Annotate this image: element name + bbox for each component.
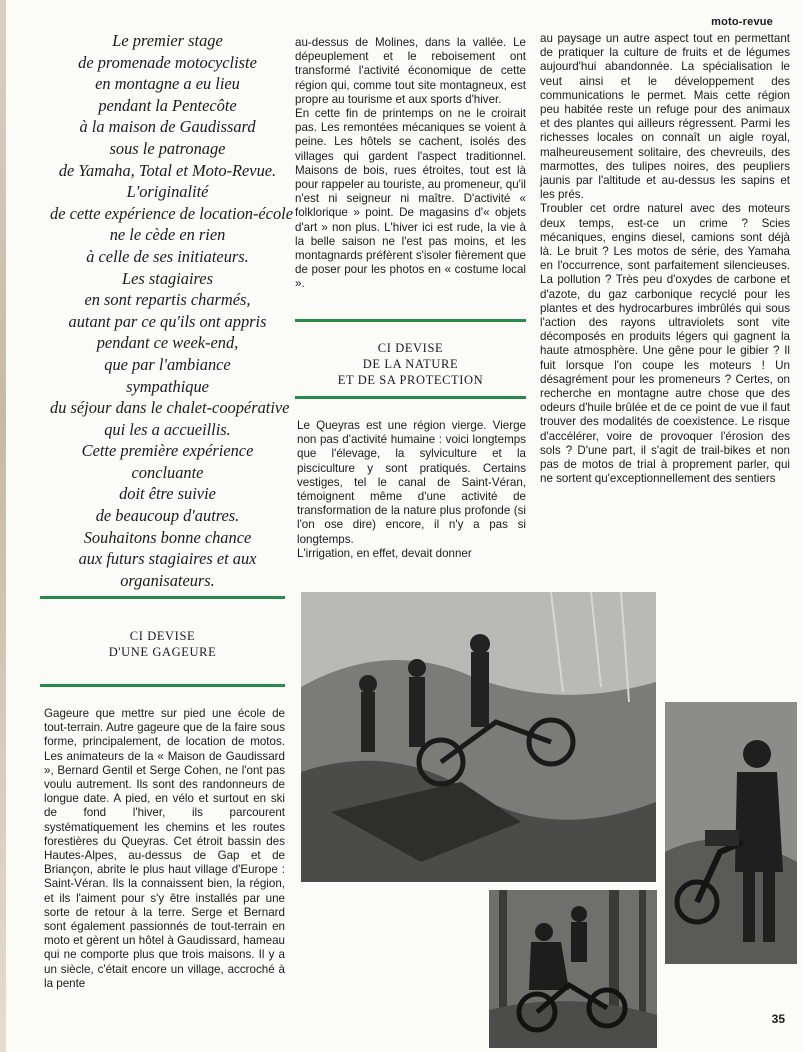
middle-column-top — [295, 36, 526, 292]
paragraph: au-dessus de Molines, dans la vallée. Le dépeuplement et le reboisement ont transformé l'activité économique de cette région qui, comme tout site montagneux, est propre au tourisme et aux sports d'hiver. — [295, 36, 526, 106]
intro-line: sous le patronage — [109, 138, 226, 158]
paragraph: En cette fin de printemps on ne le croirait pas. Les remontées mécaniques se voient à peine. Les hôtels se cachent, isolés des villages qui gardent l'aspect traditionnel. Maisons de bois, rues étroites, tout est là pour rappeler au touriste, au promeneur, qu'il n'est ni seigneur ni maître. D'activité « folklorique » point. De magasins d'« objets d'art » non plus. L'hiver ici est rude, la vie à la belle saison ne l'est pas moins, et les montagnards préfèrent s'isoler fièrement que de poser pour les photos en « costume local ». — [295, 107, 527, 291]
intro-line: à la maison de Gaudissard — [79, 117, 256, 137]
right-column — [540, 32, 790, 487]
section-title-nature — [295, 340, 526, 388]
intro-italic-block — [50, 30, 293, 591]
intro-line: de promenade motocycliste — [78, 52, 257, 72]
intro-line: du séjour dans le chalet-coopérative — [50, 398, 290, 418]
intro-line: qui les a accueillis. — [104, 419, 231, 439]
photo-riders-on-rocks — [301, 592, 656, 882]
intro-line: L'originalité — [126, 182, 209, 202]
intro-line: Cette première expérience — [81, 441, 254, 461]
photo-rider-in-forest — [489, 890, 657, 1048]
photo-woman-with-motorcycle — [665, 702, 797, 964]
section-title-line: ET DE SA PROTECTION — [337, 373, 484, 387]
intro-line: doit être suivie — [119, 484, 216, 504]
intro-line: Souhaitons bonne chance — [83, 527, 252, 547]
photo-riders-placeholder — [301, 592, 656, 882]
intro-line: à celle de ses initiateurs. — [86, 246, 249, 266]
section-title-line: DE LA NATURE — [362, 357, 459, 371]
intro-line: Le premier stage — [112, 31, 223, 50]
intro-line: ne le cède en rien — [109, 225, 226, 245]
section-title-line: D'UNE GAGEURE — [108, 645, 217, 659]
intro-line: organisateurs. — [120, 570, 215, 590]
section-title-line: CI DEVISE — [377, 341, 444, 355]
intro-line: autant par ce qu'ils ont appris — [68, 311, 267, 331]
intro-line: de cette expérience de location-école — [50, 203, 293, 223]
magazine-header: moto-revue — [711, 16, 773, 28]
section-rule-top — [40, 596, 285, 599]
section-title-gageure — [40, 628, 285, 660]
intro-line: concluante — [131, 462, 204, 482]
paragraph: Troubler cet ordre naturel avec des moteurs deux temps, est-ce un crime ? Scies mécaniques, engins diesel, camions sont déjà là. Le bruit ? Les motos de série, des Yamaha en l'occurrence, sont parfaitement silencieuses. La pollution ? Très peu d'oxydes de carbone et d'azote, du gaz carbonique recyclé pour les plantes et des hydrocarbures imbrûlés qui sous l'action des rayons ultraviolets sont vite décomposés en produits légers qui gagnent la haute atmosphère. Une gêne pour le gibier ? Il fuit lorsque l'on coupe les moteurs ! Un désagrément pour les promeneurs ? Certes, on recherche en montagne autre chose que des odeurs d'huile brûlée et de ce point de vue il faut trouver des modalités de coexistence. Le risque d'accélérer, voire de provoquer l'érosion des sols ? D'une part, il s'agit de trail-bikes et non pas de motos de trial à proprement parler, qui ne sortent qu'exceptionnellement des sentiers — [540, 202, 790, 486]
intro-line: en montagne a eu lieu — [95, 74, 240, 94]
section-rule-bottom — [295, 396, 526, 399]
photo-forest-placeholder — [489, 890, 657, 1048]
intro-line: aux futurs stagiaires et aux — [78, 549, 257, 569]
paragraph: au paysage un autre aspect tout en permettant de pratiquer la culture de fruits et de légumes aujourd'hui abandonnée. La spécialisation le veut ainsi et le développement des communications le permet. Mais cette région peu habitée reste un refuge pour des animaux et des plantes qui ailleurs régressent. Parmi les richesses locales on connaît un aigle royal, malheureusement solitaire, des chevreuils, des marmottes, des tulipes noires, des peupliers jaunis par l'altitude et au-dessus les sapins et les prés. — [540, 32, 790, 202]
intro-line: sympathique — [126, 376, 209, 396]
intro-line: pendant ce week-end, — [96, 333, 239, 353]
intro-line: en sont repartis charmés, — [84, 290, 251, 310]
intro-line: pendant la Pentecôte — [98, 95, 237, 115]
intro-line: que par l'ambiance — [104, 354, 231, 374]
intro-line: de Yamaha, Total et Moto-Revue. — [58, 160, 277, 180]
intro-line: de beaucoup d'autres. — [95, 506, 240, 526]
nature-body — [297, 419, 526, 561]
paragraph: L'irrigation, en effet, devait donner — [297, 546, 472, 560]
section-rule-bottom — [40, 684, 285, 687]
section-rule-top — [295, 319, 526, 322]
gageure-body: Gageure que mettre sur pied une école de tout-terrain. Autre gageure que de la faire sous forme, principalement, de location de motos. Les animateurs de la « Maison de Gaudissard », Bernard Gentil et Serge Cohen, ne l'ont pas voulu autrement. Ils sont des randonneurs de longue date. A pied, en vélo et surtout en ski de fond l'hiver, ils parcourent systématiquement les chemins et les routes forestières du Queyras. Cet étroit bassin des Hautes-Alpes, au-dessus de Gap et de Briançon, abrite le plus haut village d'Europe : Saint-Véran. Ils la connaissent bien, la région, et ils l'aiment pour s'y être installés par une sorte de retour à la terre. Serge et Bernard sont également passionnés de tout-terrain en moto et gèrent un hôtel à Gaudissard, hameau qui ne comporte plus que trois maisons. Il y a un siècle, c'était encore un village, accroché à la pente — [44, 707, 285, 990]
page-number: 35 — [771, 1012, 785, 1026]
photo-woman-placeholder — [665, 702, 797, 964]
paragraph: Le Queyras est une région vierge. Vierge non pas d'activité humaine : voici longtemps que l'élevage, la sylviculture et la pisciculture y sont pratiqués. Certains vestiges, tel le canal de Saint-Véran, témoignent même d'une activité de transformation de la nature plus profonde (si l'on ose dire) encore, il n'y a pas si longtemps. — [297, 419, 526, 546]
page-edge-shadow — [0, 0, 6, 1052]
intro-line: Les stagiaires — [122, 268, 213, 288]
section-title-line: CI DEVISE — [129, 629, 196, 643]
